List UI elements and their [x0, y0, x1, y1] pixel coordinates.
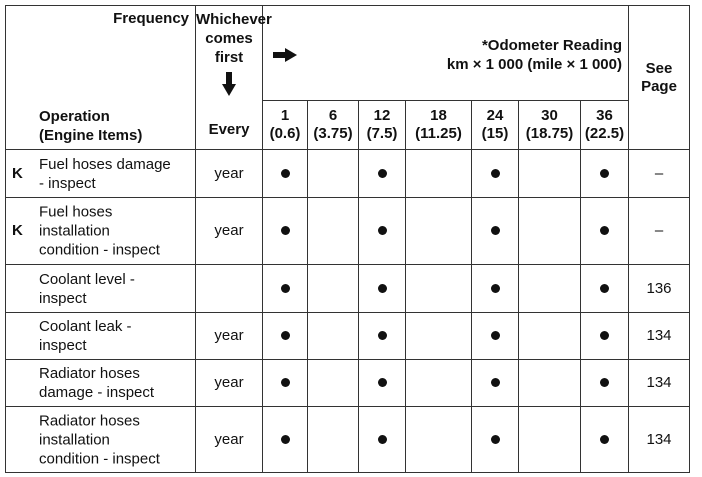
- operation-label-line1: Operation: [39, 108, 110, 125]
- interval-cell: [519, 198, 581, 265]
- interval-cell: [308, 150, 359, 198]
- filled-circle-icon: [491, 226, 500, 235]
- operation-cell: [6, 313, 196, 360]
- interval-cell: [263, 265, 308, 313]
- every-cell: year: [196, 313, 263, 360]
- interval-cell: [581, 360, 629, 407]
- operation-cell: [6, 198, 196, 265]
- interval-header-3: [359, 101, 406, 150]
- interval-cell: [519, 360, 581, 407]
- interval-mile: (0.6): [269, 125, 301, 142]
- table-row: [6, 265, 690, 313]
- filled-circle-icon: [281, 226, 290, 235]
- operation-line: inspect: [39, 337, 87, 354]
- interval-cell: [308, 265, 359, 313]
- see-page-cell: 134: [629, 407, 690, 473]
- filled-circle-icon: [600, 226, 609, 235]
- whichever-line1: Whichever: [196, 11, 272, 28]
- operation-line: Fuel hoses: [39, 203, 113, 221]
- interval-header-6: [519, 101, 581, 150]
- operation-line: installation: [39, 222, 110, 240]
- see-page-cell: 136: [629, 265, 690, 313]
- filled-circle-icon: [378, 378, 387, 387]
- every-cell: year: [196, 407, 263, 473]
- operation-text: [39, 270, 199, 308]
- operation-text: [39, 155, 199, 193]
- interval-cell: [472, 265, 519, 313]
- interval-cell: [308, 313, 359, 360]
- interval-cell: [406, 360, 472, 407]
- odometer-line2: km × 1 000 (mile × 1 000): [446, 56, 622, 73]
- interval-cell: [472, 360, 519, 407]
- operation-line: condition - inspect: [39, 241, 160, 259]
- interval-cell: [472, 313, 519, 360]
- filled-circle-icon: [600, 284, 609, 293]
- header-frequency-operation: [6, 6, 196, 150]
- interval-mile: (11.25): [415, 125, 462, 142]
- whichever-label: [196, 10, 272, 67]
- interval-km: 1: [280, 107, 290, 124]
- every-cell: year: [196, 150, 263, 198]
- table-row: [6, 313, 690, 360]
- every-cell: year: [196, 198, 263, 265]
- filled-circle-icon: [491, 284, 500, 293]
- operation-cell: [6, 407, 196, 473]
- table-row: [6, 198, 690, 265]
- filled-circle-icon: [600, 331, 609, 340]
- interval-cell: [263, 360, 308, 407]
- operation-line: Radiator hoses: [39, 365, 140, 382]
- whichever-line3: first: [214, 49, 244, 66]
- arrow-down-icon: [222, 72, 236, 96]
- table-row: [6, 150, 690, 198]
- filled-circle-icon: [281, 284, 290, 293]
- interval-cell: [359, 360, 406, 407]
- interval-mile: (22.5): [584, 125, 625, 142]
- operation-cell: [6, 360, 196, 407]
- table-row: [6, 407, 690, 473]
- interval-cell: [472, 150, 519, 198]
- interval-cell: [359, 150, 406, 198]
- operation-text: [39, 411, 199, 468]
- interval-cell: [581, 198, 629, 265]
- interval-cell: [406, 313, 472, 360]
- filled-circle-icon: [491, 378, 500, 387]
- operation-line: Fuel hoses damage: [39, 155, 171, 173]
- operation-line: - inspect: [39, 174, 96, 192]
- filled-circle-icon: [378, 169, 387, 178]
- interval-km: 30: [541, 107, 558, 124]
- interval-cell: [406, 407, 472, 473]
- filled-circle-icon: [378, 284, 387, 293]
- interval-km: 24: [486, 107, 504, 124]
- interval-header-7: [581, 101, 629, 150]
- interval-cell: [263, 407, 308, 473]
- see-label: See: [645, 59, 673, 77]
- filled-circle-icon: [600, 378, 609, 387]
- filled-circle-icon: [491, 435, 500, 444]
- interval-header-2: [308, 101, 359, 150]
- interval-header-1: [263, 101, 308, 150]
- whichever-line2: comes: [205, 30, 253, 47]
- interval-mile: (3.75): [313, 125, 353, 142]
- filled-circle-icon: [491, 169, 500, 178]
- interval-cell: [581, 150, 629, 198]
- operation-cell: [6, 150, 196, 198]
- interval-cell: [472, 198, 519, 265]
- interval-mile: (15): [481, 125, 509, 142]
- interval-cell: [581, 265, 629, 313]
- page-label: Page: [641, 77, 677, 95]
- filled-circle-icon: [378, 226, 387, 235]
- interval-header-4: [406, 101, 472, 150]
- see-page-cell: 134: [629, 313, 690, 360]
- interval-cell: [519, 265, 581, 313]
- interval-km: 6: [328, 107, 338, 124]
- operation-line: condition - inspect: [39, 450, 160, 467]
- interval-cell: [519, 313, 581, 360]
- interval-cell: [519, 407, 581, 473]
- filled-circle-icon: [600, 169, 609, 178]
- interval-cell: [263, 198, 308, 265]
- interval-cell: [359, 265, 406, 313]
- interval-cell: [308, 360, 359, 407]
- operation-line: Coolant leak -: [39, 318, 132, 335]
- interval-km: 12: [373, 107, 391, 124]
- k-mark: K: [12, 164, 23, 182]
- filled-circle-icon: [378, 435, 387, 444]
- frequency-label: Frequency: [113, 10, 189, 27]
- interval-cell: [263, 313, 308, 360]
- interval-cell: [581, 313, 629, 360]
- interval-cell: [359, 407, 406, 473]
- filled-circle-icon: [491, 331, 500, 340]
- k-mark: K: [12, 222, 23, 239]
- interval-cell: [308, 198, 359, 265]
- filled-circle-icon: [600, 435, 609, 444]
- see-page-cell: –: [629, 150, 690, 198]
- table-body: [6, 6, 690, 473]
- filled-circle-icon: [281, 435, 290, 444]
- header-see-page: [629, 6, 690, 150]
- filled-circle-icon: [281, 169, 290, 178]
- filled-circle-icon: [281, 331, 290, 340]
- interval-cell: [406, 198, 472, 265]
- see-page-cell: 134: [629, 360, 690, 407]
- interval-cell: [359, 198, 406, 265]
- operation-line: Radiator hoses: [39, 412, 140, 429]
- operation-line: Coolant level -: [39, 270, 135, 288]
- interval-cell: [308, 407, 359, 473]
- interval-cell: [359, 313, 406, 360]
- interval-mile: (18.75): [525, 125, 574, 142]
- header-odometer: [263, 6, 629, 101]
- every-cell: [196, 265, 263, 313]
- operation-text: [39, 203, 199, 260]
- interval-km: 18: [430, 107, 447, 124]
- maintenance-table: [5, 5, 690, 473]
- operation-text: [39, 364, 199, 402]
- operation-line: inspect: [39, 289, 87, 307]
- operation-label: [39, 107, 142, 145]
- odometer-label: [447, 36, 622, 74]
- filled-circle-icon: [378, 331, 387, 340]
- header-whichever: [196, 6, 272, 150]
- interval-header-5: [472, 101, 519, 150]
- table-row: [6, 360, 690, 407]
- operation-line: damage - inspect: [39, 384, 155, 401]
- operation-text: [39, 317, 199, 355]
- interval-cell: [581, 407, 629, 473]
- interval-cell: [472, 407, 519, 473]
- filled-circle-icon: [281, 378, 290, 387]
- operation-line: installation: [39, 431, 110, 448]
- operation-cell: [6, 265, 196, 313]
- interval-mile: (7.5): [366, 125, 398, 142]
- every-label: Every: [208, 121, 250, 138]
- every-cell: year: [196, 360, 263, 407]
- odometer-line1: *Odometer Reading: [481, 37, 622, 54]
- interval-cell: [406, 150, 472, 198]
- interval-cell: [263, 150, 308, 198]
- interval-cell: [406, 265, 472, 313]
- interval-km: 36: [596, 107, 613, 124]
- operation-label-line2: (Engine Items): [39, 127, 143, 144]
- see-page-cell: –: [629, 198, 690, 265]
- interval-cell: [519, 150, 581, 198]
- arrow-right-icon: [273, 48, 297, 62]
